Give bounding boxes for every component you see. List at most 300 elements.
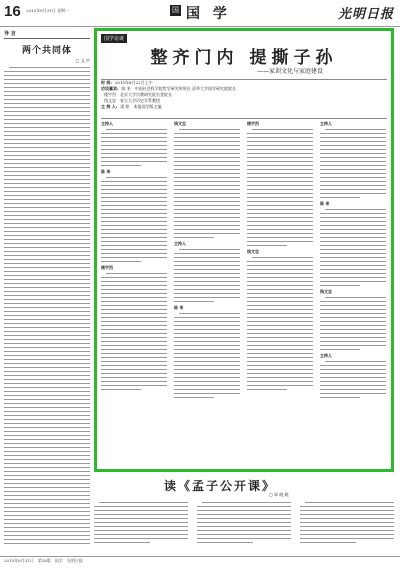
text-line	[247, 133, 313, 134]
text-line	[320, 221, 386, 222]
text-line	[101, 205, 167, 206]
text-line	[320, 249, 386, 250]
text-line	[320, 137, 386, 138]
text-line	[4, 351, 90, 352]
text-line	[4, 151, 90, 152]
text-line	[174, 337, 240, 338]
text-line	[247, 337, 313, 338]
text-line	[101, 185, 167, 186]
text-line	[247, 293, 313, 294]
text-line	[320, 165, 386, 166]
sidebar-tag: 导 言	[4, 30, 90, 39]
text-line	[4, 427, 90, 428]
text-line	[4, 231, 90, 232]
text-line	[247, 313, 313, 314]
text-line	[247, 265, 313, 266]
text-line	[320, 329, 386, 330]
text-line	[320, 157, 386, 158]
text-line	[101, 229, 167, 230]
text-line	[247, 161, 313, 162]
text-line	[4, 299, 90, 300]
text-line	[247, 217, 313, 218]
text-line	[320, 217, 386, 218]
text-line	[247, 361, 313, 362]
speaker-label: 钱文忠	[320, 289, 332, 294]
text-line	[4, 451, 90, 452]
text-line	[247, 149, 313, 150]
text-line	[320, 325, 386, 326]
text-line	[325, 129, 386, 130]
text-line	[197, 538, 291, 539]
section-title: 国 学	[186, 6, 231, 22]
text-line	[247, 181, 313, 182]
text-line	[197, 530, 291, 531]
text-line	[320, 261, 386, 262]
text-line	[247, 225, 313, 226]
text-line	[4, 487, 90, 488]
text-line	[94, 526, 188, 527]
text-line	[94, 530, 188, 531]
text-line	[4, 99, 90, 100]
text-line	[247, 269, 313, 270]
text-column	[101, 121, 167, 467]
text-line	[4, 107, 90, 108]
text-line	[101, 237, 167, 238]
text-line	[320, 277, 386, 278]
text-line	[94, 542, 150, 543]
text-line	[4, 275, 90, 276]
text-column	[197, 499, 291, 543]
text-line	[4, 291, 90, 292]
text-line	[320, 349, 360, 350]
text-line	[320, 141, 386, 142]
text-line	[101, 313, 167, 314]
text-line	[4, 75, 90, 76]
text-line	[320, 341, 386, 342]
text-line	[247, 241, 313, 242]
text-line	[174, 361, 240, 362]
text-line	[174, 161, 240, 162]
text-line	[320, 169, 386, 170]
text-line	[4, 327, 90, 328]
feature-title: 整齐门内 提撕子孙	[150, 48, 338, 68]
text-line	[4, 227, 90, 228]
text-line	[320, 389, 386, 390]
text-line	[174, 177, 240, 178]
text-line	[101, 201, 167, 202]
text-line	[101, 381, 167, 382]
text-line	[4, 203, 90, 204]
text-line	[247, 197, 313, 198]
text-line	[174, 329, 240, 330]
text-line	[101, 149, 167, 150]
text-line	[174, 153, 240, 154]
text-line	[4, 423, 90, 424]
text-line	[247, 229, 313, 230]
text-line	[4, 175, 90, 176]
text-line	[101, 329, 167, 330]
text-line	[247, 297, 313, 298]
text-line	[101, 165, 141, 166]
text-line	[4, 391, 90, 392]
text-line	[247, 333, 313, 334]
text-line	[101, 373, 167, 374]
text-line	[174, 137, 240, 138]
text-line	[4, 311, 90, 312]
text-line	[247, 209, 313, 210]
text-line	[4, 459, 90, 460]
text-line	[4, 259, 90, 260]
text-line	[106, 129, 167, 130]
text-line	[94, 534, 188, 535]
text-line	[4, 195, 90, 196]
text-line	[174, 321, 240, 322]
text-line	[247, 165, 313, 166]
text-line	[101, 153, 167, 154]
text-line	[320, 321, 386, 322]
text-line	[247, 137, 313, 138]
text-line	[247, 377, 313, 378]
text-line	[320, 345, 386, 346]
text-line	[197, 510, 291, 511]
text-line	[174, 253, 240, 254]
text-line	[174, 345, 240, 346]
text-line	[4, 283, 90, 284]
text-line	[4, 379, 90, 380]
text-line	[247, 261, 313, 262]
text-line	[4, 303, 90, 304]
text-line	[325, 361, 386, 362]
text-line	[174, 197, 240, 198]
text-line	[320, 309, 386, 310]
guest-row: 钱文忠 复旦大学历史学系教授	[104, 98, 160, 103]
text-line	[101, 325, 167, 326]
text-line	[4, 87, 90, 88]
text-line	[4, 503, 90, 504]
text-line	[300, 538, 394, 539]
text-line	[320, 285, 360, 286]
text-line	[4, 191, 90, 192]
text-line	[247, 285, 313, 286]
text-line	[4, 147, 90, 148]
text-line	[247, 173, 313, 174]
text-line	[101, 293, 167, 294]
text-line	[174, 225, 240, 226]
text-line	[4, 387, 90, 388]
text-line	[247, 177, 313, 178]
text-line	[101, 369, 167, 370]
text-line	[101, 297, 167, 298]
feature-article	[94, 28, 394, 472]
text-line	[320, 397, 360, 398]
text-line	[300, 514, 394, 515]
text-line	[4, 323, 90, 324]
text-line	[174, 269, 240, 270]
text-line	[4, 415, 90, 416]
text-line	[174, 133, 240, 134]
text-line	[4, 103, 90, 104]
text-line	[197, 514, 291, 515]
text-line	[101, 137, 167, 138]
text-line	[4, 543, 90, 544]
text-line	[4, 271, 90, 272]
text-line	[174, 221, 240, 222]
text-line	[101, 361, 167, 362]
text-line	[300, 522, 394, 523]
text-line	[320, 333, 386, 334]
text-line	[101, 349, 167, 350]
feature-tag: 国学访谈	[101, 34, 127, 43]
text-line	[247, 153, 313, 154]
text-line	[247, 309, 313, 310]
text-line	[247, 273, 313, 274]
text-line	[247, 317, 313, 318]
text-line	[247, 321, 313, 322]
text-line	[4, 335, 90, 336]
speaker-label: 主持人	[320, 121, 332, 126]
text-line	[247, 341, 313, 342]
text-line	[4, 239, 90, 240]
text-line	[101, 181, 167, 182]
text-line	[4, 491, 90, 492]
guest-info-box	[101, 79, 387, 119]
text-line	[247, 357, 313, 358]
text-line	[101, 385, 167, 386]
text-line	[174, 193, 240, 194]
text-line	[320, 385, 386, 386]
text-line	[4, 215, 90, 216]
text-line	[247, 369, 313, 370]
text-line	[174, 141, 240, 142]
text-line	[94, 522, 188, 523]
text-line	[174, 229, 240, 230]
text-line	[320, 213, 386, 214]
text-line	[174, 341, 240, 342]
text-line	[101, 141, 167, 142]
text-line	[247, 185, 313, 186]
text-line	[101, 209, 167, 210]
text-line	[101, 289, 167, 290]
speaker-label: 楼宇烈	[247, 121, 259, 126]
text-line	[4, 435, 90, 436]
text-line	[106, 177, 167, 178]
text-line	[4, 135, 90, 136]
text-line	[247, 189, 313, 190]
text-line	[174, 233, 240, 234]
text-line	[4, 179, 90, 180]
text-line	[174, 285, 240, 286]
text-line	[94, 510, 188, 511]
text-line	[320, 229, 386, 230]
text-line	[101, 257, 167, 258]
text-line	[4, 475, 90, 476]
text-line	[174, 169, 240, 170]
text-line	[300, 534, 394, 535]
text-line	[4, 243, 90, 244]
text-line	[174, 397, 214, 398]
text-line	[174, 325, 240, 326]
text-line	[4, 431, 90, 432]
text-line	[101, 365, 167, 366]
text-line	[4, 455, 90, 456]
text-line	[247, 389, 287, 390]
text-line	[247, 345, 313, 346]
text-line	[101, 249, 167, 250]
text-line	[101, 161, 167, 162]
text-line	[252, 129, 313, 130]
sidebar-column	[4, 30, 90, 545]
text-line	[4, 519, 90, 520]
text-line	[300, 526, 394, 527]
text-line	[4, 339, 90, 340]
text-line	[174, 157, 240, 158]
text-line	[4, 515, 90, 516]
text-line	[94, 518, 188, 519]
speaker-label: 陈 来	[320, 201, 330, 206]
text-line	[174, 289, 240, 290]
speaker-label: 钱文忠	[174, 121, 186, 126]
text-line	[197, 522, 291, 523]
text-line	[320, 161, 386, 162]
text-line	[247, 373, 313, 374]
text-line	[247, 201, 313, 202]
text-line	[101, 389, 141, 390]
text-line	[320, 185, 386, 186]
text-line	[247, 305, 313, 306]
text-line	[320, 281, 386, 282]
text-line	[320, 269, 386, 270]
text-column	[94, 499, 188, 543]
issue-date: 2015年8月31日 星期一	[26, 8, 70, 13]
text-line	[101, 317, 167, 318]
text-line	[174, 213, 240, 214]
text-line	[4, 139, 90, 140]
text-line	[4, 123, 90, 124]
text-line	[247, 381, 313, 382]
text-line	[247, 329, 313, 330]
text-line	[247, 349, 313, 350]
text-line	[247, 245, 287, 246]
text-line	[94, 538, 188, 539]
text-line	[174, 201, 240, 202]
text-line	[4, 471, 90, 472]
text-line	[101, 245, 167, 246]
text-line	[4, 315, 90, 316]
text-line	[101, 225, 167, 226]
text-line	[4, 247, 90, 248]
text-line	[174, 281, 240, 282]
text-line	[174, 209, 240, 210]
text-line	[247, 385, 313, 386]
text-line	[4, 155, 90, 156]
text-line	[4, 399, 90, 400]
text-line	[4, 395, 90, 396]
text-line	[4, 251, 90, 252]
sidebar-body-text	[4, 67, 90, 545]
text-line	[101, 333, 167, 334]
section-mark-icon: 国	[172, 6, 179, 14]
speaker-label: 主持人	[174, 241, 186, 246]
text-line	[4, 403, 90, 404]
text-line	[4, 111, 90, 112]
text-line	[247, 289, 313, 290]
text-line	[101, 241, 167, 242]
text-line	[94, 506, 188, 507]
feature-subtitle: ——家训文化与家庭建设	[257, 68, 324, 75]
guest-row: 楼宇烈 北京大学宗教研究院名誉院长	[104, 92, 172, 97]
text-line	[300, 510, 394, 511]
text-line	[320, 257, 386, 258]
text-line	[4, 343, 90, 344]
text-line	[174, 317, 240, 318]
text-line	[4, 263, 90, 264]
text-line	[174, 261, 240, 262]
text-line	[4, 71, 90, 72]
text-line	[174, 145, 240, 146]
text-line	[4, 199, 90, 200]
text-line	[320, 253, 386, 254]
text-line	[4, 83, 90, 84]
text-line	[4, 527, 90, 528]
text-line	[197, 542, 253, 543]
text-line	[320, 301, 386, 302]
text-line	[320, 233, 386, 234]
text-line	[174, 385, 240, 386]
guest-row: 时 间: 2015年8月22日上午	[101, 80, 153, 85]
text-line	[4, 187, 90, 188]
bottom-article-body	[94, 499, 394, 543]
text-line	[320, 305, 386, 306]
text-line	[4, 167, 90, 168]
sidebar-author: □ 文 中	[75, 58, 90, 63]
text-line	[4, 127, 90, 128]
text-line	[4, 163, 90, 164]
text-line	[174, 297, 240, 298]
speaker-label: 陈 来	[174, 305, 184, 310]
text-column	[247, 121, 313, 467]
text-line	[320, 237, 386, 238]
text-line	[320, 153, 386, 154]
text-line	[247, 281, 313, 282]
text-line	[174, 381, 240, 382]
text-line	[99, 502, 188, 503]
text-line	[174, 377, 240, 378]
text-line	[320, 377, 386, 378]
text-line	[320, 149, 386, 150]
bottom-article	[94, 475, 394, 547]
text-line	[247, 237, 313, 238]
text-line	[320, 365, 386, 366]
text-line	[247, 141, 313, 142]
text-line	[4, 371, 90, 372]
text-line	[252, 257, 313, 258]
text-line	[247, 213, 313, 214]
text-line	[179, 313, 240, 314]
text-line	[101, 281, 167, 282]
text-line	[4, 95, 90, 96]
text-line	[4, 411, 90, 412]
text-line	[101, 377, 167, 378]
text-line	[101, 357, 167, 358]
text-line	[174, 257, 240, 258]
text-line	[4, 439, 90, 440]
text-line	[101, 261, 141, 262]
text-line	[101, 337, 167, 338]
text-line	[4, 347, 90, 348]
text-line	[4, 531, 90, 532]
text-line	[174, 369, 240, 370]
text-line	[101, 309, 167, 310]
